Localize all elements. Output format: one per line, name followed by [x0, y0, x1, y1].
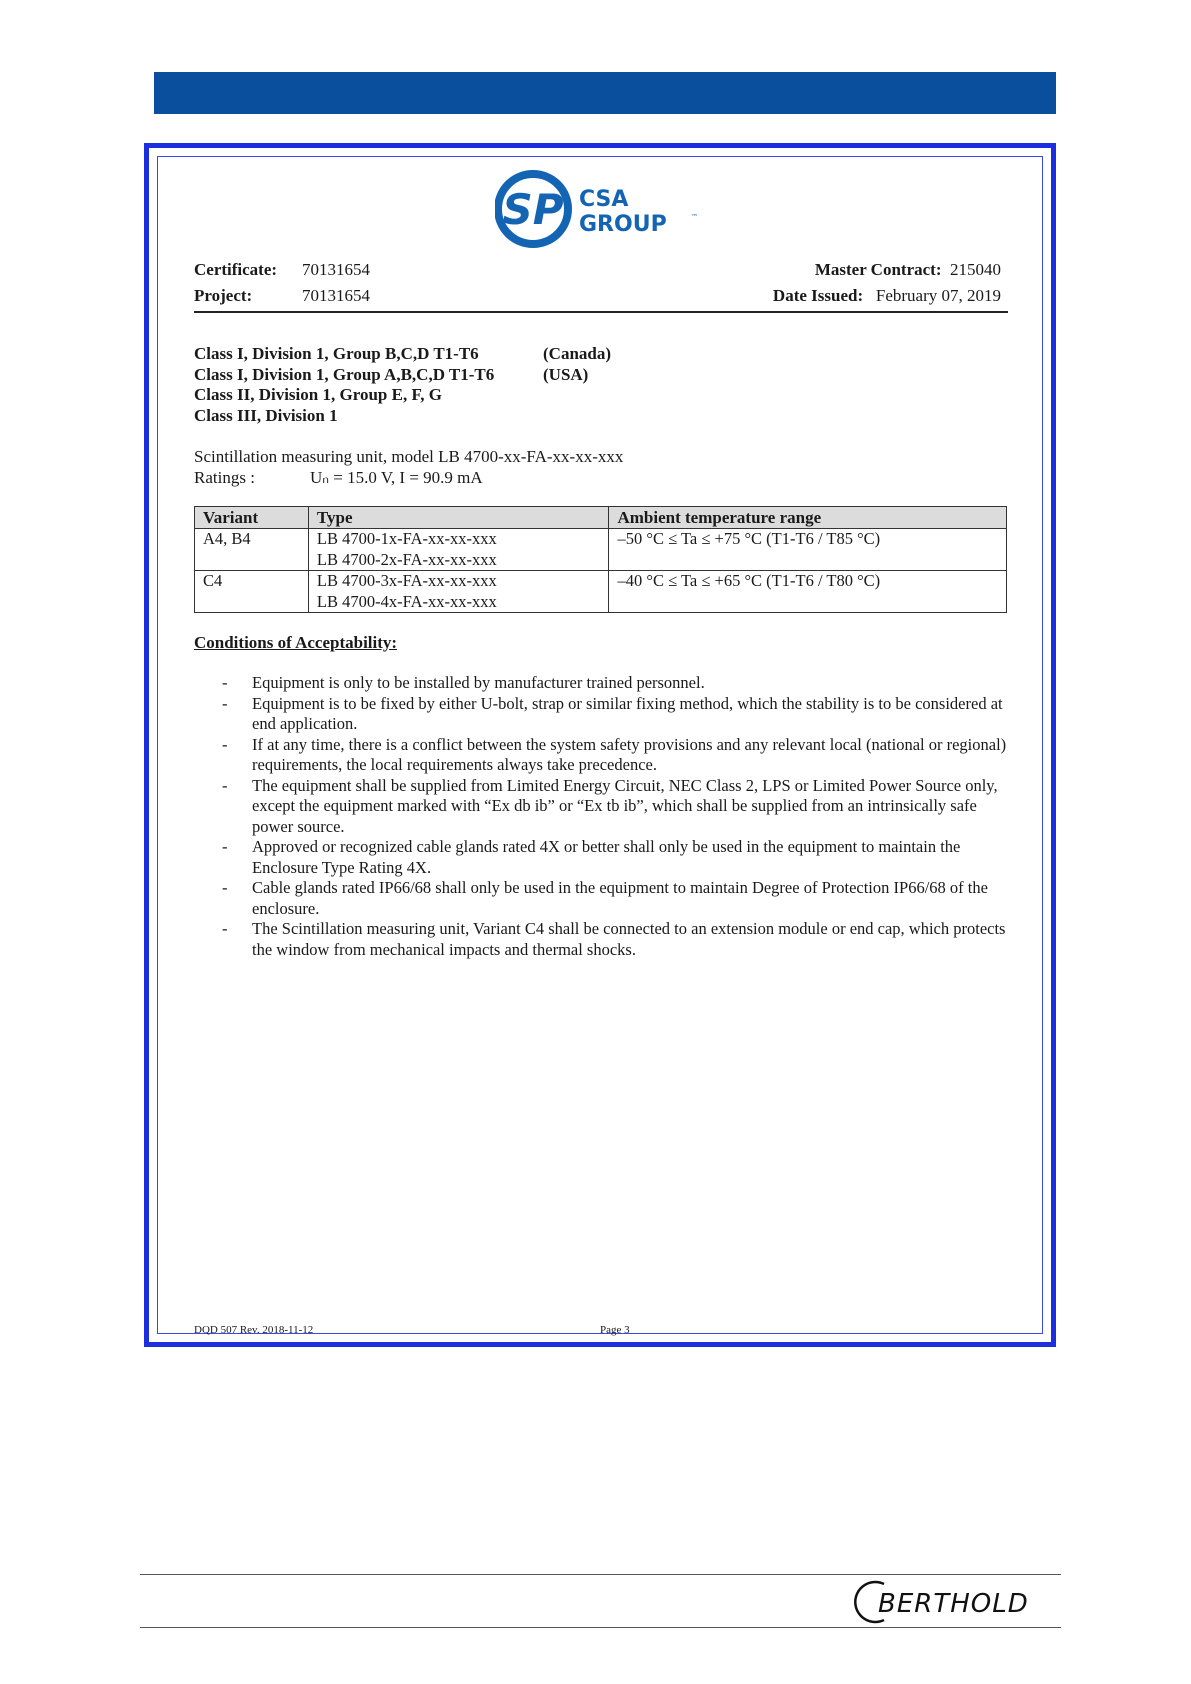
column-header-variant: Variant: [195, 507, 309, 529]
variant-cell: C4: [195, 571, 309, 613]
column-header-temperature: Ambient temperature range: [609, 507, 1007, 529]
class-line: Class III, Division 1: [194, 405, 338, 425]
certificate-value: 70131654: [302, 260, 370, 279]
csa-logo-line1: CSA: [579, 187, 629, 212]
type-line: LB 4700-1x-FA-xx-xx-xxx: [316, 529, 497, 548]
class-line: Class I, Division 1, Group B,C,D T1-T6: [194, 344, 479, 363]
berthold-wordmark: BERTHOLD: [878, 1589, 1029, 1619]
page-number: Page 3: [600, 1324, 630, 1336]
conditions-title: Conditions of Acceptability:: [194, 633, 398, 652]
condition-item: - The equipment shall be supplied from Limited Energy Circuit, NEC Class 2, LPS or Limited Power Source only, except the equipment marked with “Ex db ib” or “Ex tb ib”, which shall be supplied from an intrinsically safe power source.: [222, 775, 998, 836]
table-header-row: [195, 507, 1007, 529]
hazardous-classes: [194, 344, 494, 426]
type-line: LB 4700-2x-FA-xx-xx-xxx: [316, 549, 497, 569]
region-usa: (USA): [543, 364, 589, 384]
csa-logo-line2: GROUP: [579, 212, 667, 237]
temperature-cell: –50 °C ≤ Ta ≤ +75 °C (T1-T6 / T85 °C): [609, 529, 1007, 571]
master-contract-label: Master Contract:: [814, 260, 942, 279]
condition-item: - If at any time, there is a conflict between the system safety provisions and any relevant local (national or regional) requirements, the local requirements always take precedence.: [222, 734, 1007, 774]
condition-text: Approved or recognized cable glands rated 4X or better shall only be used in the equipment to maintain the Enclosure Type Rating 4X.: [252, 837, 961, 877]
project-row: [194, 286, 252, 306]
top-banner: [154, 72, 1056, 114]
footer-divider-bottom: [140, 1627, 1061, 1628]
type-cell: [308, 571, 609, 613]
condition-item: - The Scintillation measuring unit, Variant C4 shall be connected to an extension module or end cap, which protects the window from mechanical impacts and thermal shocks.: [222, 919, 1006, 959]
class-line: Class II, Division 1, Group E, F, G: [194, 385, 442, 404]
certificate-row: [194, 260, 277, 280]
master-contract-value: 215040: [950, 260, 1001, 279]
type-line: LB 4700-4x-FA-xx-xx-xxx: [316, 591, 497, 611]
region-canada: (Canada): [543, 344, 612, 363]
variant-table: [194, 506, 1007, 613]
ratings-label: Ratings :: [194, 468, 255, 487]
berthold-logo: [852, 1580, 1064, 1624]
master-contract-row: [815, 260, 1001, 280]
condition-item: - Equipment is only to be installed by manufacturer trained personnel.: [222, 673, 705, 692]
project-label: Project:: [194, 286, 253, 305]
footer-divider-top: [140, 1574, 1061, 1575]
project-value: 70131654: [302, 286, 370, 305]
document-revision: DQD 507 Rev. 2018-11-12: [194, 1324, 314, 1336]
conditions-list: [222, 673, 1012, 960]
certificate-label: Certificate:: [194, 260, 278, 279]
date-issued-label: Date Issued:: [772, 286, 864, 305]
condition-item: - Approved or recognized cable glands rated 4X or better shall only be used in the equipment to maintain the Enclosure Type Rating 4X.: [222, 837, 961, 877]
csa-logo-mark: SP: [502, 185, 564, 234]
table-row: [195, 529, 1007, 571]
type-line: LB 4700-3x-FA-xx-xx-xxx: [316, 571, 497, 590]
column-header-type: Type: [308, 507, 609, 529]
condition-text: Equipment is only to be installed by manufacturer trained personnel.: [252, 673, 705, 692]
ratings-value: Uₙ = 15.0 V, I = 90.9 mA: [310, 468, 483, 487]
class-line: Class I, Division 1, Group A,B,C,D T1-T6: [194, 364, 495, 384]
condition-text: The equipment shall be supplied from Limited Energy Circuit, NEC Class 2, LPS or Limited Power Source only, except the equipment marked with “Ex db ib” or “Ex tb ib”, which shall be supplied from an intrinsically safe power source.: [252, 775, 998, 836]
csa-group-logo: [495, 169, 710, 249]
temperature-cell: –40 °C ≤ Ta ≤ +65 °C (T1-T6 / T80 °C): [609, 571, 1007, 613]
variant-cell: A4, B4: [195, 529, 309, 571]
condition-text: The Scintillation measuring unit, Variant C4 shall be connected to an extension module or end cap, which protects the window from mechanical impacts and thermal shocks.: [252, 919, 1006, 959]
condition-text: Equipment is to be fixed by either U-bolt, strap or similar fixing method, which the stability is to be considered at end application.: [252, 693, 1003, 733]
condition-text: If at any time, there is a conflict between the system safety provisions and any relevant local (national or regional) requirements, the local requirements always take precedence.: [252, 734, 1007, 774]
product-description: [194, 446, 623, 488]
model-description: Scintillation measuring unit, model LB 4700-xx-FA-xx-xx-xxx: [194, 447, 624, 466]
date-issued-row: [773, 286, 1001, 306]
table-row: [195, 571, 1007, 613]
condition-item: - Equipment is to be fixed by either U-bolt, strap or similar fixing method, which the stability is to be considered at end application.: [222, 693, 1003, 733]
condition-text: Cable glands rated IP66/68 shall only be used in the equipment to maintain Degree of Protection IP66/68 of the enclosure.: [252, 878, 988, 918]
csa-logo-tm: ™: [691, 213, 698, 221]
type-cell: [308, 529, 609, 571]
regions: [543, 344, 611, 385]
date-issued-value: February 07, 2019: [875, 286, 1001, 305]
header-divider: [194, 311, 1008, 313]
condition-item: - Cable glands rated IP66/68 shall only be used in the equipment to maintain Degree of Protection IP66/68 of the enclosure.: [222, 878, 988, 918]
ratings-row: [194, 467, 623, 488]
